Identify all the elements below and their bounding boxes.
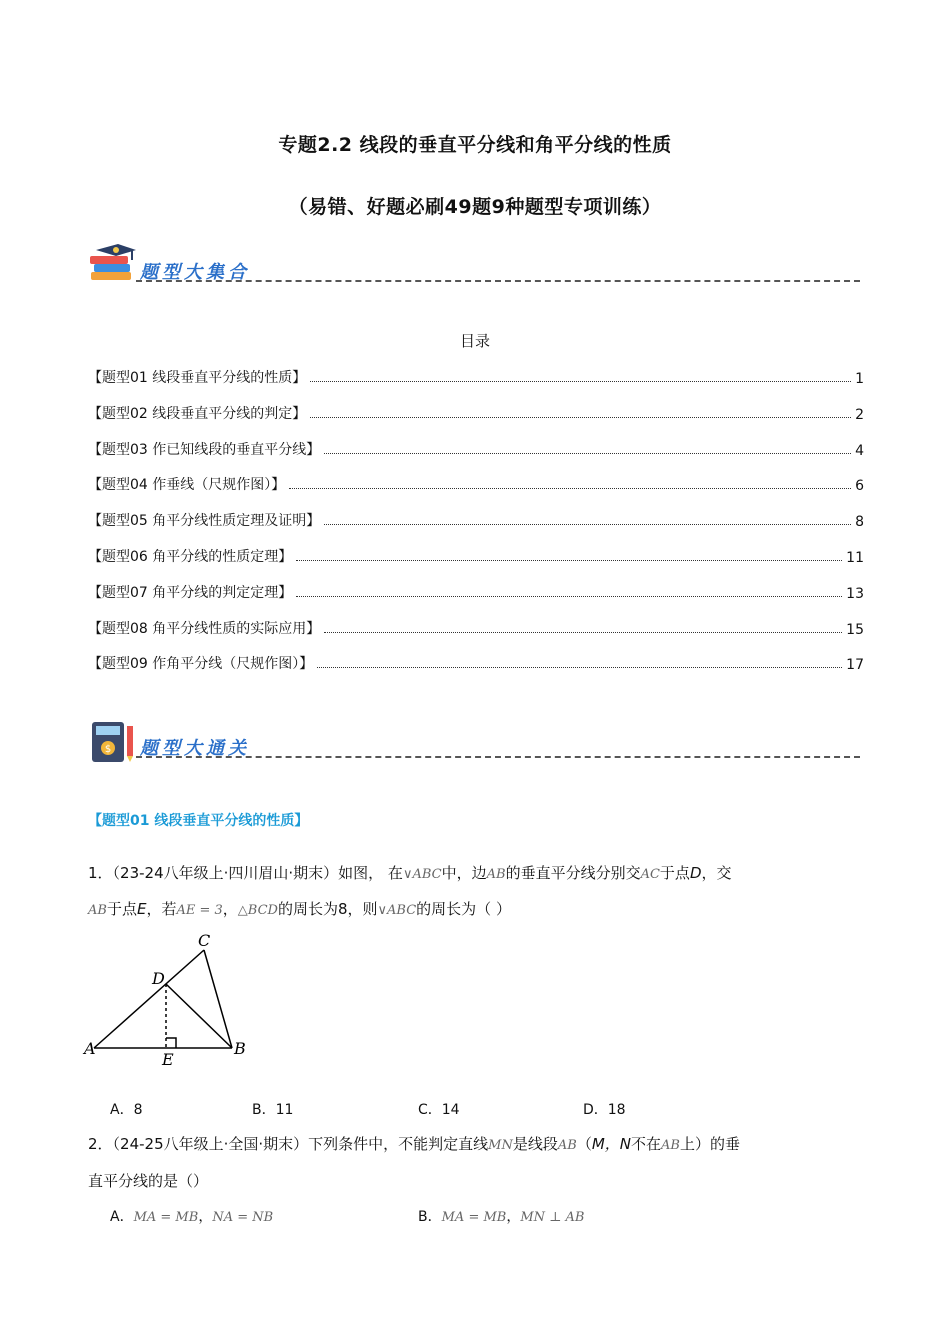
q1-text: 于点 (106, 900, 137, 918)
separator: ， (506, 1209, 521, 1225)
q1-option-a[interactable]: A．8 (110, 1102, 143, 1118)
q1-option-d[interactable]: D．18 (583, 1102, 626, 1118)
math-expr: △BCD (237, 903, 278, 918)
point-label: D (689, 864, 702, 882)
page-title: 专题2.2 线段的垂直平分线和角平分线的性质 (278, 134, 672, 156)
toc-leader-dots (324, 453, 851, 454)
segment-ac (94, 950, 204, 1048)
q2-text: 2．（24-25八年级上·全国·期末）下列条件中，不能判定直线 (88, 1135, 489, 1153)
triangle-figure (82, 926, 262, 1071)
math-expr: AE = 3 (176, 903, 223, 918)
banner-divider (136, 280, 860, 282)
math-expr: AB (661, 1138, 680, 1153)
point-label: E (136, 900, 147, 918)
q1-text: ，交 (701, 864, 732, 882)
math-expr: MN (488, 1138, 513, 1153)
q1-text: ，若 (146, 900, 177, 918)
q2-text: （ (576, 1135, 592, 1153)
toc-item[interactable] (88, 580, 864, 602)
toc-item-page: 2 (855, 406, 864, 423)
math-expr: AB (486, 867, 506, 882)
option-label: A． (110, 1209, 134, 1225)
toc-item-label: 【题型02 线段垂直平分线的判定】 (88, 405, 307, 422)
toc-item-label: 【题型03 作已知线段的垂直平分线】 (88, 441, 321, 458)
q2-option-a[interactable] (110, 1206, 273, 1226)
section-heading: 【题型01 线段垂直平分线的性质】 (88, 813, 309, 829)
toc-heading: 目录 (459, 332, 490, 350)
toc-item-page: 1 (855, 371, 864, 387)
section-banner-collection (88, 242, 860, 290)
toc-item-page: 13 (846, 585, 864, 602)
math-expr: AC (640, 867, 660, 882)
toc-leader-dots (310, 381, 851, 382)
q2-text: 上）的垂 (679, 1135, 740, 1153)
segment-bc (204, 950, 232, 1048)
math-expr: AB (557, 1138, 577, 1153)
q2-text: 是线段 (512, 1135, 558, 1153)
toc-item[interactable] (88, 365, 864, 387)
toc-item[interactable] (88, 472, 864, 494)
banner-collection-label: 题型大集合 (140, 262, 250, 283)
label-d: D (152, 969, 165, 988)
q2-option-b[interactable] (418, 1206, 584, 1226)
toc-leader-dots (296, 560, 842, 561)
toc-item-label: 【题型05 角平分线性质定理及证明】 (88, 513, 321, 530)
toc-item-page: 6 (855, 478, 864, 495)
toc-item[interactable] (88, 401, 864, 423)
toc-leader-dots (296, 596, 842, 597)
q1-prefix: 1．（23-24八年级上·四川眉山·期末）如图， 在 (88, 864, 403, 882)
q1-option-c[interactable]: C．14 (418, 1102, 460, 1118)
toc-item-page: 15 (846, 621, 864, 638)
q1-option-b[interactable]: B．11 (252, 1102, 294, 1118)
toc-item[interactable] (88, 616, 864, 638)
question-1-text-line2 (88, 898, 864, 922)
label-e: E (162, 1050, 174, 1069)
toc-item-page: 8 (855, 514, 864, 531)
math-expr: MA = MB (441, 1210, 507, 1225)
math-expr: MA = MB (133, 1210, 199, 1225)
calculator-icon (90, 720, 136, 764)
banner-divider (136, 756, 860, 758)
label-c: C (198, 931, 211, 950)
toc-item-page: 4 (855, 442, 864, 459)
svg-text:$: $ (104, 744, 112, 755)
toc-item-label: 【题型04 作垂线（尺规作图）】 (88, 477, 286, 494)
toc-item-page: 17 (846, 657, 864, 674)
section-banner-practice (88, 718, 860, 766)
question-2-text-line2: 直平分线的是（） (88, 1172, 209, 1190)
math-expr: ∨ABC (402, 867, 442, 882)
q2-text: 不在 (631, 1135, 662, 1153)
toc-item-page: 11 (846, 550, 864, 566)
toc-leader-dots (324, 524, 851, 525)
separator: ， (198, 1209, 213, 1225)
right-angle-mark (166, 1038, 176, 1048)
toc-item[interactable] (88, 544, 864, 566)
math-expr: ∨ABC (377, 903, 417, 918)
q1-text: 中，边 (441, 864, 487, 882)
toc-leader-dots (324, 632, 842, 633)
toc-leader-dots (317, 667, 842, 668)
banner-practice-label: 题型大通关 (140, 738, 250, 759)
toc-item-label: 【题型08 角平分线性质的实际应用】 (88, 620, 321, 637)
q1-text: 于点 (659, 864, 690, 882)
toc-item-label: 【题型01 线段垂直平分线的性质】 (88, 370, 307, 386)
question-2-text (88, 1133, 864, 1157)
toc-item-label: 【题型07 角平分线的判定定理】 (88, 584, 293, 601)
page-subtitle: （易错、好题必刷49题9种题型专项训练） (288, 196, 662, 218)
toc-leader-dots (289, 488, 851, 489)
toc-item-label: 【题型09 作角平分线（尺规作图）】 (88, 656, 314, 673)
math-expr: MN ⊥ AB (520, 1210, 585, 1225)
math-expr: AB (88, 903, 107, 918)
q1-text: ， (222, 900, 238, 918)
label-a: A (84, 1039, 96, 1058)
toc-item[interactable] (88, 437, 864, 459)
q1-text: 的周长为（ ） (416, 900, 511, 918)
toc-item-label: 【题型06 角平分线的性质定理】 (88, 549, 293, 565)
books-icon (88, 242, 138, 288)
math-expr: NA = NB (212, 1210, 274, 1225)
toc-item[interactable] (88, 508, 864, 530)
option-label: B． (418, 1209, 442, 1225)
q1-text: 的垂直平分线分别交 (505, 864, 641, 882)
question-1-text (88, 862, 864, 886)
label-b: B (234, 1039, 246, 1058)
toc-item[interactable] (88, 651, 864, 673)
q1-text: 的周长为8，则 (277, 900, 378, 918)
toc-leader-dots (310, 417, 851, 418)
q2-text: M，N (591, 1135, 632, 1153)
